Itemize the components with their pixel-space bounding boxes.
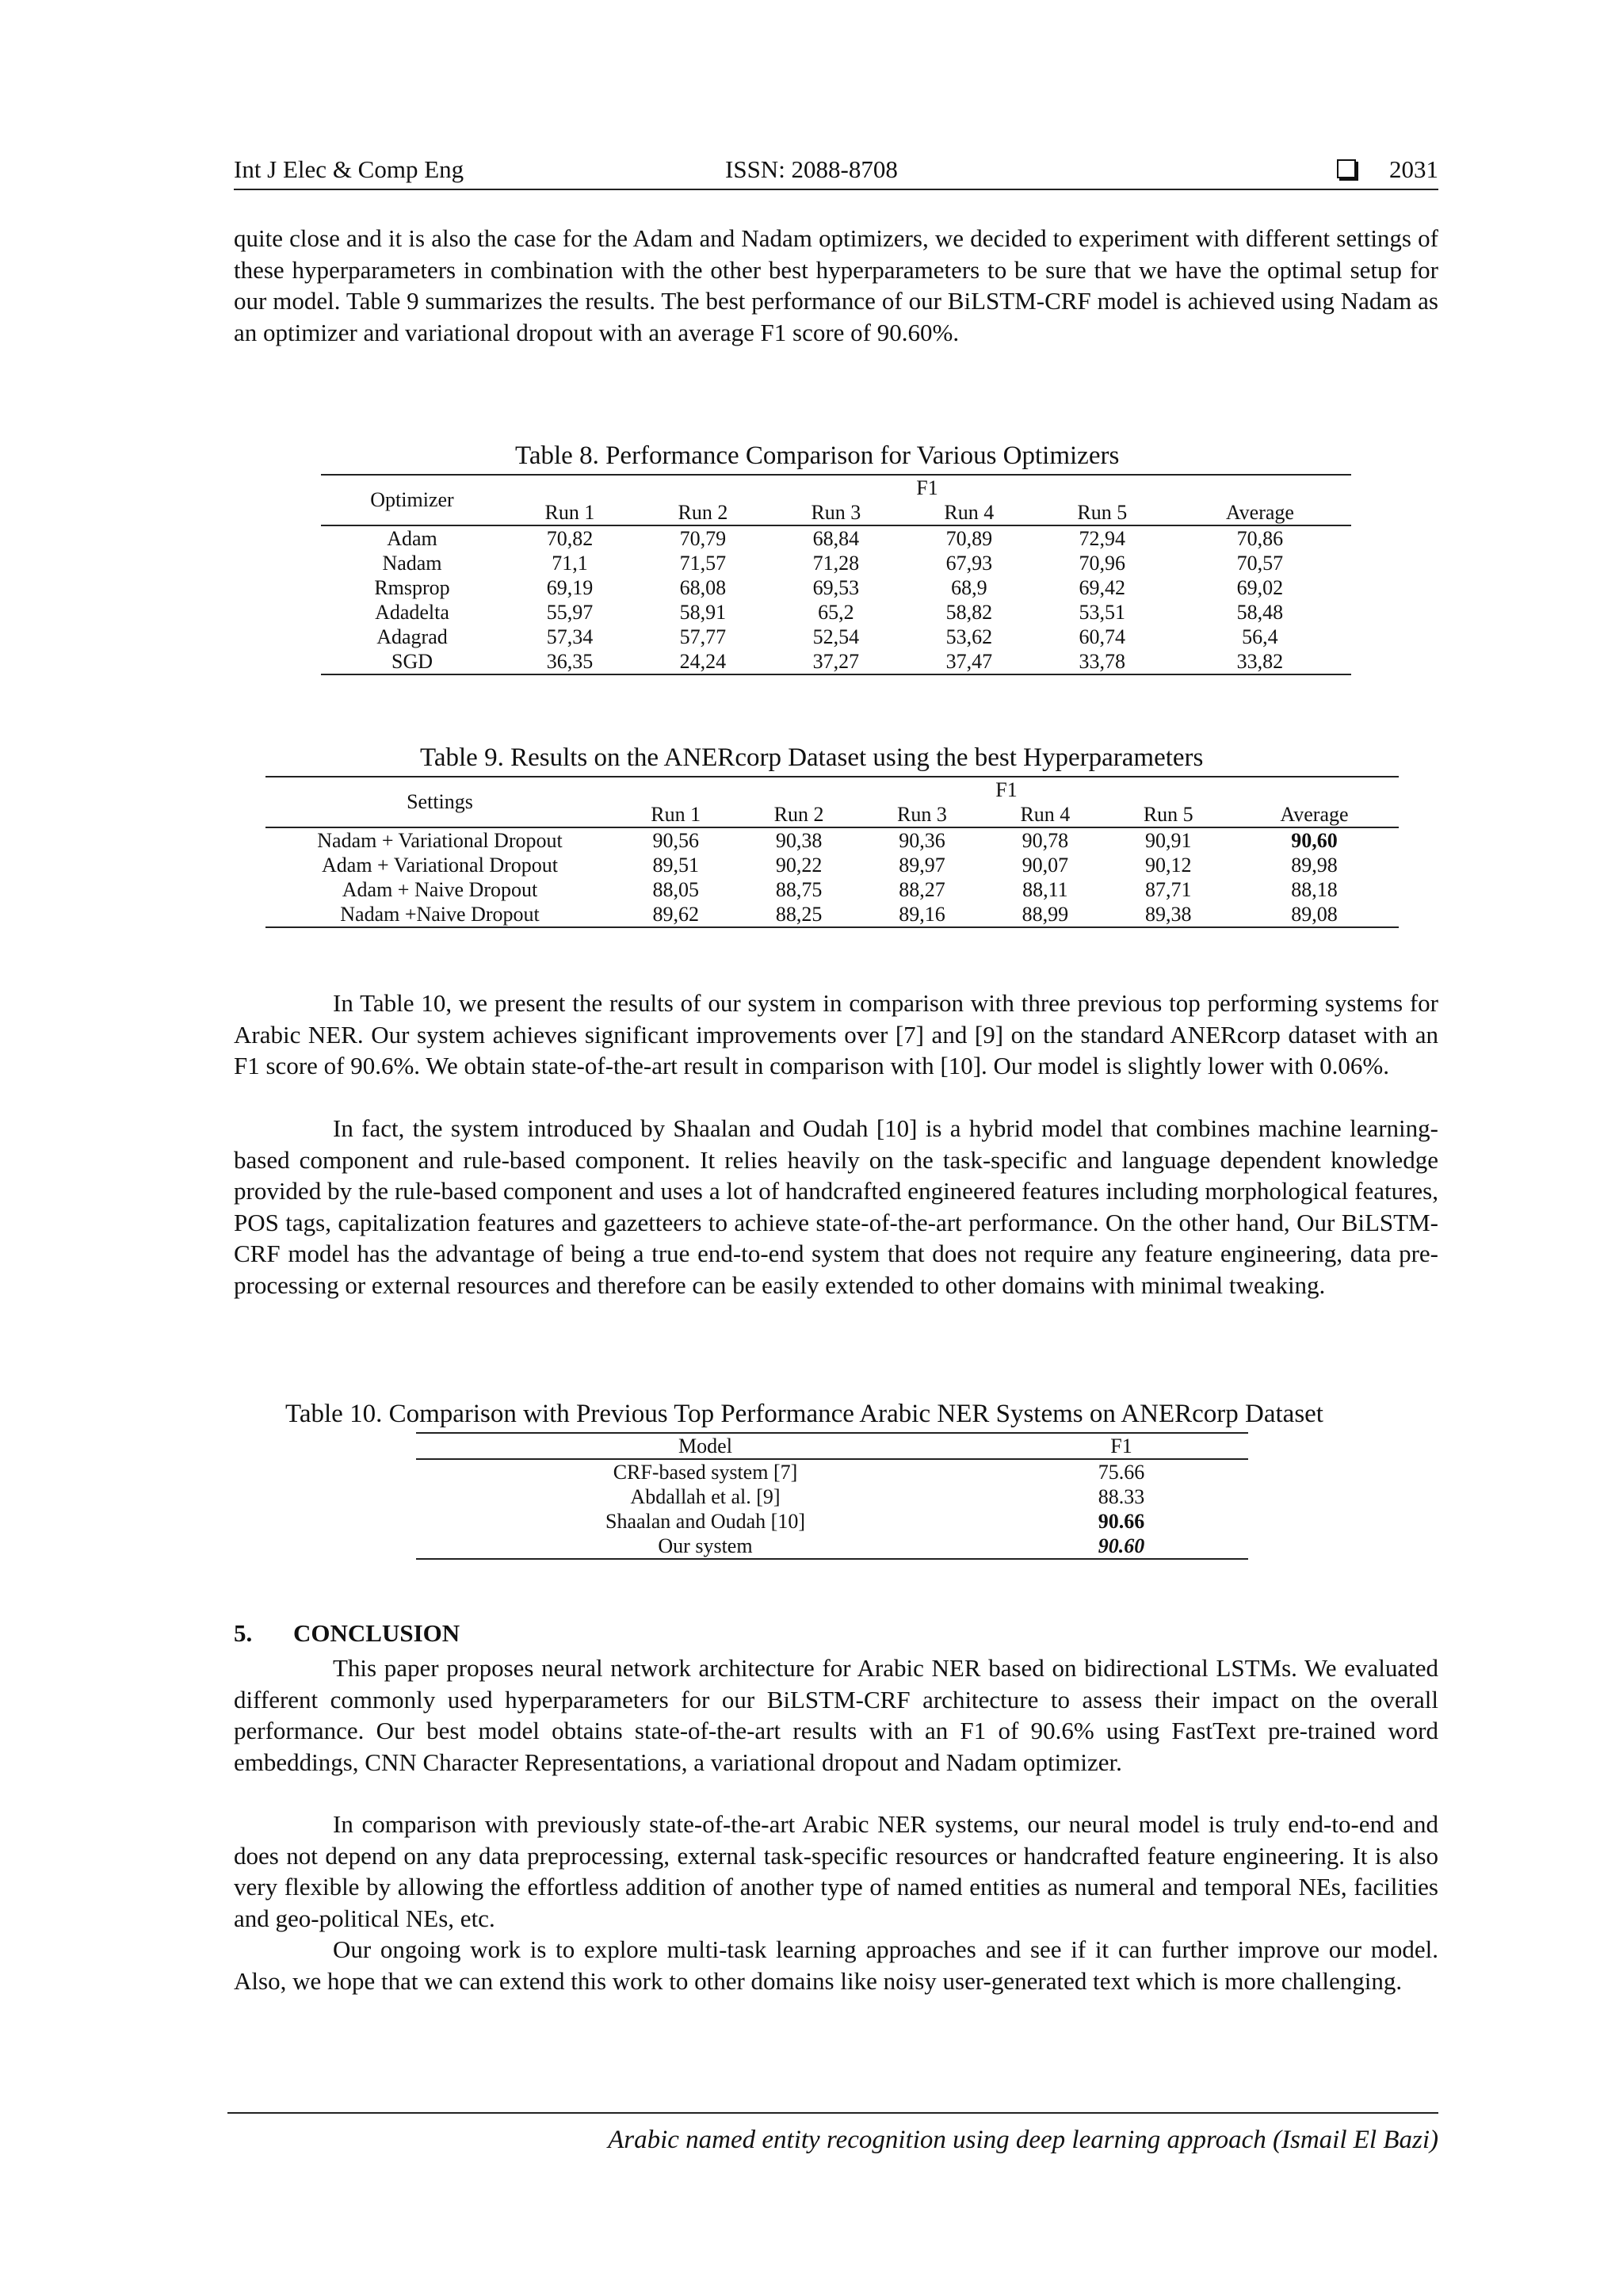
table-cell: 53,62 [945, 625, 993, 648]
table-row [321, 551, 1351, 575]
table-row [416, 1509, 1248, 1534]
table-cell: 36,35 [546, 649, 594, 673]
table-9-grid [265, 776, 1399, 928]
table-cell: 52,54 [812, 625, 860, 648]
table-row [321, 575, 1351, 600]
table-cell: 65,2 [818, 600, 854, 624]
table-8-col-header: Average [1169, 500, 1351, 525]
table-cell: 56,4 [1242, 625, 1278, 648]
table-cell: 71,1 [552, 551, 588, 575]
table-10 [285, 1400, 1323, 1574]
table-8-caption: Table 8. Performance Comparison for Various Optimizers [515, 441, 1120, 470]
table-cell: 57,77 [679, 625, 727, 648]
table-row [321, 600, 1351, 625]
table-row [265, 853, 1399, 877]
table-cell: 89,62 [652, 902, 699, 926]
conclusion-paragraph-1: This paper proposes neural network architecture for Arabic NER based on bidirectional LSTMs. We evaluated different commonly used hyperparameters for our BiLSTM-CRF architecture to assess their impact on the overall performance. Our best model obtains state-of-the-art results with an F1 of 90.6% using FastText pre-trained word embeddings, CNN Character Representations, a variational dropout and Nadam optimizer. [234, 1654, 1438, 1776]
table-cell: 33,78 [1079, 649, 1126, 673]
discussion-paragraph-2: In fact, the system introduced by Shaalan and Oudah [10] is a hybrid model that combines machine learning-based component and rule-based component. It relies heavily on the task-specific and language dependent knowledge provided by the rule-based component and uses a lot of handcrafted engineered features including morphological features, POS tags, capitalization features and gazetteers to achieve state-of-the-art performance. On the other hand, Our BiLSTM-CRF model has the advantage of being a true end-to-end system that does not require any feature engineering, data pre-processing or external resources and therefore can be easily extended to other domains with minimal tweaking. [234, 1114, 1438, 1299]
table-9-col-header: Average [1230, 802, 1399, 827]
section-heading-conclusion [234, 1619, 460, 1648]
table-9-group-header: F1 [995, 777, 1018, 801]
table-cell: 68,84 [812, 526, 860, 550]
table-8-row-header: Optimizer [321, 475, 503, 525]
table-9-col-header: Run 2 [737, 802, 860, 827]
table-cell: 89,98 [1291, 853, 1338, 877]
table-cell: 60,74 [1079, 625, 1126, 648]
table-cell: 55,97 [546, 600, 594, 624]
table-cell: 70,82 [546, 526, 594, 550]
table-cell: 88,05 [652, 877, 699, 901]
intro-paragraph: quite close and it is also the case for the Adam and Nadam optimizers, we decided to experiment with different settings of these hyperparameters in combination with the other best hyperparameters to be sure that we have the optimal setup for our model. Table 9 summarizes the results. The best performance of our BiLSTM-CRF model is achieved using Nadam as an optimizer and variational dropout with an average F1 score of 90.60%. [234, 224, 1438, 346]
row-label: SGD [391, 649, 433, 673]
table-cell: 37,27 [812, 649, 860, 673]
table-cell: 72,94 [1079, 526, 1126, 550]
model-f1-best: 90.66 [1098, 1509, 1145, 1533]
issn: ISSN: 2088-8708 [725, 155, 898, 183]
discussion-paragraph-1: In Table 10, we present the results of our system in comparison with three previous top performing systems for Arabic NER. Our system achieves significant improvements over [7] and [9] on the standard ANERcorp dataset with an F1 score of 90.6%. We obtain state-of-the-art result in comparison with [10]. Our model is slightly lower with 0.06%. [234, 989, 1438, 1079]
model-name: CRF-based system [7] [613, 1460, 798, 1484]
table-cell: 88,27 [899, 877, 945, 901]
table-cell: 53,51 [1079, 600, 1126, 624]
table-9 [265, 743, 1399, 934]
checkbox-square-icon [1337, 159, 1356, 178]
table-cell: 68,9 [951, 575, 987, 599]
table-cell: 69,02 [1236, 575, 1284, 599]
table-cell: 71,28 [812, 551, 860, 575]
table-cell: 90,91 [1145, 828, 1192, 852]
table-cell: 89,16 [899, 902, 945, 926]
table-9-caption: Table 9. Results on the ANERcorp Dataset using the best Hyperparameters [420, 743, 1204, 772]
table-9-col-header: Run 5 [1107, 802, 1230, 827]
table-10-col-header: Model [416, 1433, 995, 1459]
table-cell: 89,97 [899, 853, 945, 877]
table-cell: 70,89 [945, 526, 993, 550]
table-cell: 87,71 [1145, 877, 1192, 901]
table-row [321, 625, 1351, 649]
table-cell: 57,34 [546, 625, 594, 648]
table-8 [321, 441, 1351, 679]
table-cell: 90,56 [652, 828, 699, 852]
table-cell: 58,82 [945, 600, 993, 624]
table-8-col-header: Run 4 [903, 500, 1036, 525]
table-8-col-header: Run 3 [769, 500, 903, 525]
table-cell: 70,57 [1236, 551, 1284, 575]
table-9-col-header: Run 4 [983, 802, 1106, 827]
table-8-group-header: F1 [916, 476, 938, 499]
table-10-col-header: F1 [995, 1433, 1248, 1459]
table-row [416, 1484, 1248, 1509]
table-cell: 67,93 [945, 551, 993, 575]
table-cell: 58,91 [679, 600, 727, 624]
table-9-col-header: Run 3 [861, 802, 983, 827]
table-cell: 70,79 [679, 526, 727, 550]
row-label: Adam [387, 526, 437, 550]
table-row [416, 1459, 1248, 1484]
journal-name: Int J Elec & Comp Eng [234, 155, 464, 183]
table-cell: 24,24 [679, 649, 727, 673]
table-row [416, 1534, 1248, 1559]
table-8-grid [321, 474, 1351, 675]
footer-title: Arabic named entity recognition using deep learning approach (Ismail El Bazi) [608, 2126, 1438, 2154]
table-cell: 88,75 [775, 877, 823, 901]
row-label: Adagrad [376, 625, 448, 648]
table-row [265, 902, 1399, 927]
section-number: 5. [234, 1619, 253, 1647]
table-cell: 89,08 [1291, 902, 1338, 926]
table-cell: 69,19 [546, 575, 594, 599]
table-cell: 88,18 [1291, 877, 1338, 901]
model-f1: 88.33 [1098, 1484, 1145, 1508]
conclusion-paragraph-2: In comparison with previously state-of-the-art Arabic NER systems, our neural model is truly end-to-end and does not depend on any data preprocessing, external task-specific resources or handcrafted feature engineering. It is also very flexible by allowing the effortless addition of another type of named entities as numeral and temporal NEs, facilities and geo-political NEs, etc. [234, 1810, 1438, 1932]
row-label: Adam + Naive Dropout [342, 877, 538, 901]
model-name: Shaalan and Oudah [10] [605, 1509, 805, 1533]
table-cell: 58,48 [1236, 600, 1284, 624]
table-cell: 90,12 [1145, 853, 1192, 877]
model-name: Abdallah et al. [9] [630, 1484, 781, 1508]
row-label: Nadam +Naive Dropout [340, 902, 540, 926]
page-number-box [1337, 155, 1438, 184]
table-cell-best: 90,60 [1291, 828, 1338, 852]
table-cell: 89,51 [652, 853, 699, 877]
table-cell: 90,07 [1022, 853, 1069, 877]
table-cell: 88,25 [775, 902, 823, 926]
model-name: Our system [658, 1534, 753, 1557]
table-10-grid [416, 1432, 1248, 1560]
table-cell: 37,47 [945, 649, 993, 673]
page-number: 2031 [1389, 155, 1438, 183]
section-title: CONCLUSION [293, 1619, 460, 1647]
table-cell: 68,08 [679, 575, 727, 599]
row-label: Nadam [382, 551, 442, 575]
table-9-row-header: Settings [265, 777, 614, 827]
row-label: Rmsprop [374, 575, 450, 599]
table-8-col-header: Run 2 [636, 500, 769, 525]
table-cell: 88,99 [1022, 902, 1069, 926]
table-cell: 90,36 [899, 828, 945, 852]
row-label: Adadelta [375, 600, 449, 624]
table-cell: 69,42 [1079, 575, 1126, 599]
table-cell: 71,57 [679, 551, 727, 575]
row-label: Nadam + Variational Dropout [317, 828, 563, 852]
model-f1: 75.66 [1098, 1460, 1145, 1484]
model-f1-ours: 90.60 [1098, 1534, 1145, 1557]
running-header [234, 155, 1438, 190]
table-row [321, 649, 1351, 674]
row-label: Adam + Variational Dropout [322, 853, 558, 877]
table-cell: 88,11 [1022, 877, 1068, 901]
table-cell: 70,96 [1079, 551, 1126, 575]
table-cell: 89,38 [1145, 902, 1192, 926]
conclusion-paragraph-3: Our ongoing work is to explore multi-task learning approaches and see if it can further improve our model. Also, we hope that we can extend this work to other domains like noisy user-generated text which is more challenging. [234, 1935, 1438, 1995]
table-row [265, 877, 1399, 902]
table-8-col-header: Run 5 [1036, 500, 1169, 525]
table-10-caption: Table 10. Comparison with Previous Top Performance Arabic NER Systems on ANERcorp Dataset [285, 1400, 1323, 1428]
table-cell: 33,82 [1236, 649, 1284, 673]
table-cell: 90,22 [775, 853, 823, 877]
table-cell: 90,38 [775, 828, 823, 852]
running-footer [227, 2112, 1438, 2154]
table-row [321, 525, 1351, 551]
table-8-col-header: Run 1 [503, 500, 636, 525]
table-cell: 90,78 [1022, 828, 1069, 852]
table-cell: 70,86 [1236, 526, 1284, 550]
table-cell: 69,53 [812, 575, 860, 599]
table-row [265, 827, 1399, 853]
table-9-col-header: Run 1 [614, 802, 737, 827]
